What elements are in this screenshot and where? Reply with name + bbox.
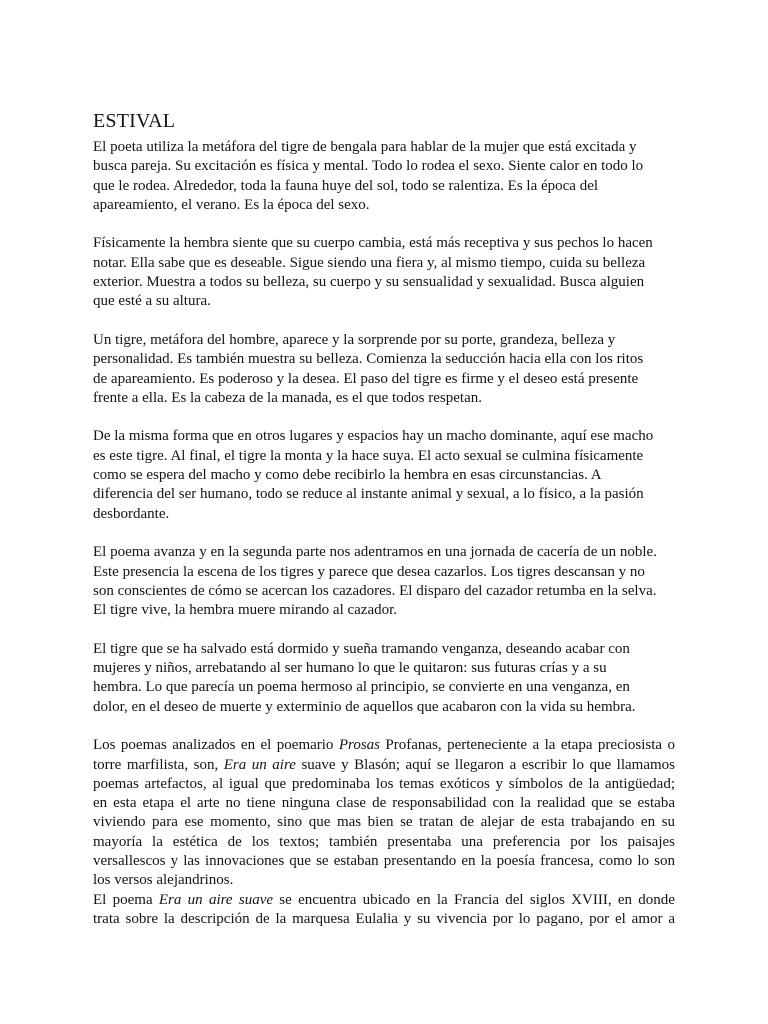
text-line: mujeres y niños, arrebatando al ser humano lo que le quitaron: sus futuras crías y a su: [93, 660, 607, 677]
body-paragraphs: [93, 138, 675, 717]
document-title: ESTIVAL: [93, 110, 176, 132]
text-line: mayoría la estética de los textos; también presentaba una preferencia por los paisajes: [93, 833, 675, 850]
text-line: viviendo para ese momento, sino que mas bien se tratan de alejar de esta trabajando en su: [93, 814, 675, 831]
paragraph-1: [93, 138, 675, 215]
paragraph-poemas: [93, 736, 675, 890]
text-line: hembra. Lo que parecía un poema hermoso al principio, se convierte en una venganza, en: [93, 679, 630, 696]
text-line: Este presencia la escena de los tigres y parece que desea cazarlos. Los tigres descansan y no: [93, 563, 645, 580]
text-line: son conscientes de cómo se acercan los cazadores. El disparo del cazador retumba en la selva.: [93, 582, 657, 599]
text-line: en esta etapa el arte no tiene ninguna clase de responsabilidad con la realidad que se estaba: [93, 795, 675, 812]
text-line: apareamiento, el verano. Es la época del sexo.: [93, 196, 370, 213]
text-line: que esté a su altura.: [93, 293, 211, 310]
text-line: El poema Era un aire suave se encuentra ubicado en la Francia del siglos XVIII, en donde: [93, 891, 675, 908]
text-line: trata sobre la descripción de la marquesa Eulalia y su vivencia por lo pagano, por el amor a: [93, 910, 675, 927]
text-line: Un tigre, metáfora del hombre, aparece y la sorprende por su porte, grandeza, belleza y: [93, 331, 616, 348]
text-line: como se espera del macho y como debe recibirlo la hembra en esas circunstancias. A: [93, 467, 602, 484]
text-line: versallescos y las innovaciones que se estaban presentando en la poesía francesa, como lo son: [93, 852, 675, 869]
document-page: [93, 108, 675, 929]
text-line: que le rodea. Alrededor, toda la fauna huye del sol, todo se ralentiza. Es la época del: [93, 177, 599, 194]
text-line: frente a ella. Es la cabeza de la manada, es el que todos respetan.: [93, 389, 482, 406]
paragraph-3: [93, 331, 675, 408]
paragraph-5: [93, 543, 675, 620]
text-line: diferencia del ser humano, todo se reduce al instante animal y sexual, a lo físico, a la pasión: [93, 486, 644, 503]
paragraph-era-un-aire: [93, 891, 675, 930]
paragraph-2: [93, 234, 675, 311]
text-line: Los poemas analizados en el poemario Prosas Profanas, perteneciente a la etapa preciosista o: [93, 737, 675, 754]
text-line: notar. Ella sabe que es deseable. Sigue siendo una fiera y, al mismo tiempo, cuida su belleza: [93, 254, 646, 271]
text-line: personalidad. Es también muestra su belleza. Comienza la seducción hacia ella con los ritos: [93, 351, 644, 368]
text-line: los versos alejandrinos.: [93, 872, 234, 889]
text-line: poemas artefactos, al igual que predominaba los temas exóticos y símbolos de la antigüedad;: [93, 775, 675, 792]
text-line: torre marfilista, son, Era un aire suave y Blasón; aquí se llegaron a escribir lo que llamamos: [93, 756, 675, 773]
text-line: El tigre que se ha salvado está dormido y sueña tramando venganza, deseando acabar con: [93, 640, 630, 657]
paragraph-6: [93, 640, 675, 717]
text-line: Físicamente la hembra siente que su cuerpo cambia, está más receptiva y sus pechos lo hacen: [93, 235, 653, 252]
text-line: dolor, en el deseo de muerte y exterminio de aquellos que acabaron con la vida su hembra.: [93, 698, 636, 715]
text-line: exterior. Muestra a todos su belleza, su cuerpo y su sensualidad y sexualidad. Busca alguien: [93, 274, 645, 291]
text-line: busca pareja. Su excitación es física y mental. Todo lo rodea el sexo. Siente calor en todo lo: [93, 158, 644, 175]
text-line: El poeta utiliza la metáfora del tigre de bengala para hablar de la mujer que está excitada y: [93, 139, 637, 155]
paragraph-4: [93, 427, 675, 523]
text-line: desbordante.: [93, 505, 170, 522]
text-line: de apareamiento. Es poderoso y la desea. El paso del tigre es firme y el deseo está presente: [93, 370, 639, 387]
text-line: El poema avanza y en la segunda parte nos adentramos en una jornada de cacería de un noble.: [93, 544, 657, 561]
text-line: De la misma forma que en otros lugares y espacios hay un macho dominante, aquí ese macho: [93, 428, 654, 445]
text-line: es este tigre. Al final, el tigre la monta y la hace suya. El acto sexual se culmina físicamente: [93, 447, 644, 464]
text-line: El tigre vive, la hembra muere mirando al cazador.: [93, 602, 398, 619]
